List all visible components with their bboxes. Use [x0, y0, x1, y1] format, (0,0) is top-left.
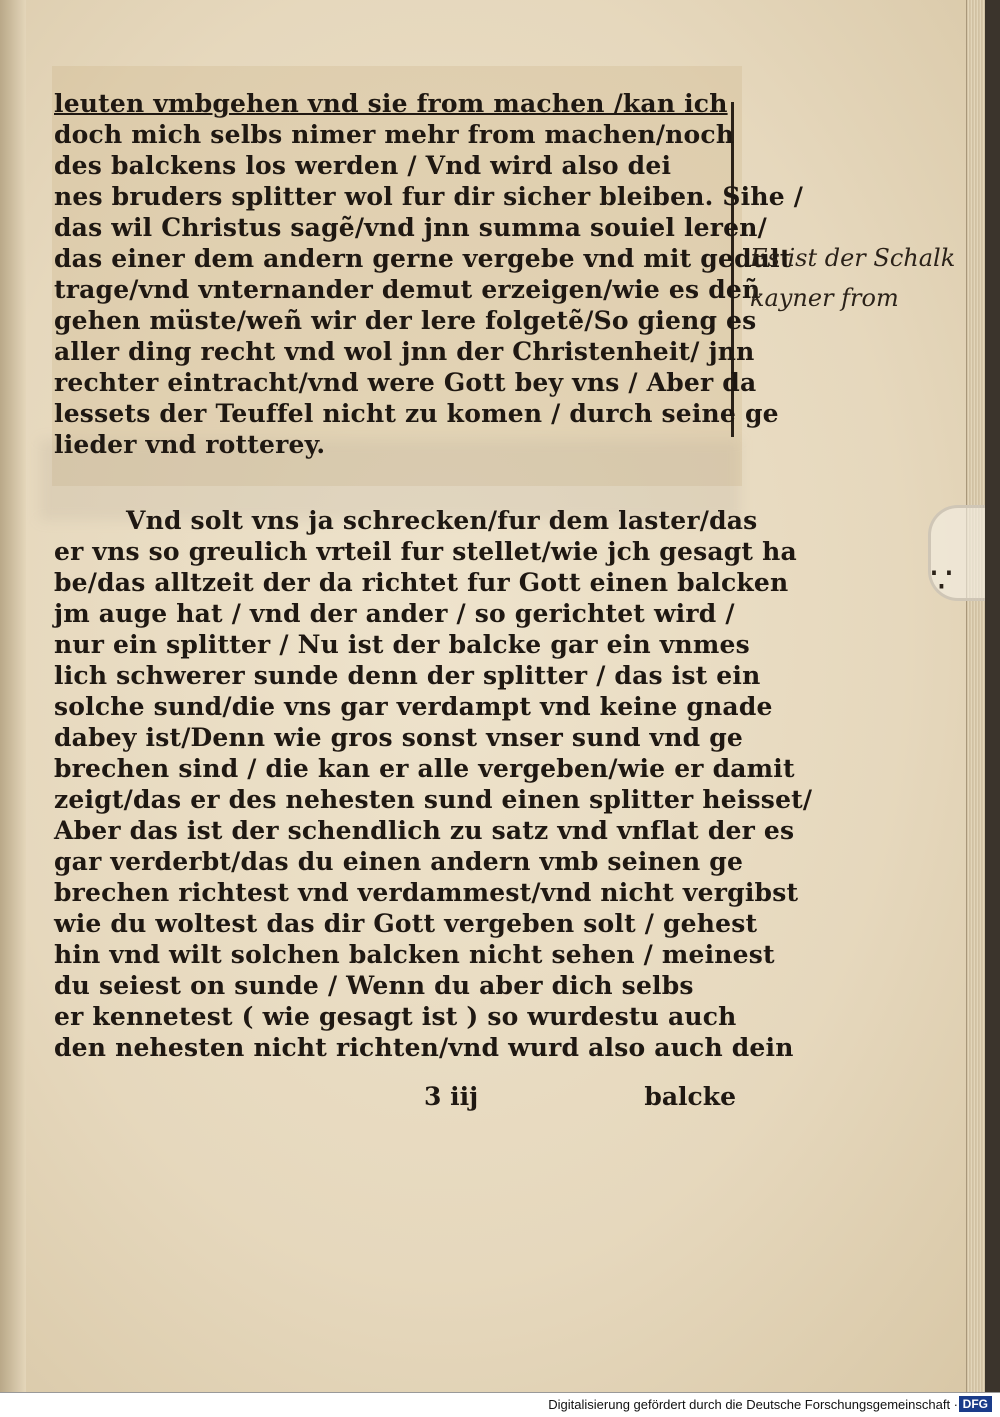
margin-note-line: Es ist der Schalk	[750, 244, 956, 272]
text-line: be/das alltzeit der da richtet fur Gott einen balcken	[54, 568, 789, 597]
text-line: gar verderbt/das du einen andern vmb seinen ge	[54, 847, 744, 876]
text-line: er vns so greulich vrteil fur stellet/wie jch gesagt ha	[54, 537, 797, 566]
pen-flourish-icon: ∵	[930, 560, 953, 601]
text-line: das wil Christus sagẽ/vnd jnn summa souiel leren/	[54, 213, 767, 242]
text-line: brechen sind / die kan er alle vergeben/wie er damit	[54, 754, 795, 783]
text-line: nes bruders splitter wol fur dir sicher bleiben. Sihe /	[54, 182, 804, 211]
catchword: balcke	[644, 1082, 736, 1111]
text-line: das einer dem andern gerne vergebe vnd mit gedult	[54, 244, 792, 273]
text-line: zeigt/das er des nehesten sund einen splitter heisset/	[54, 785, 813, 814]
text-line: gehen müste/weñ wir der lere folgetẽ/So gieng es	[54, 306, 757, 335]
text-line: aller ding recht vnd wol jnn der Christenheit/ jnn	[54, 337, 755, 366]
dfg-logo: DFG	[959, 1396, 992, 1412]
paragraph-1	[54, 88, 804, 460]
handwritten-margin-note	[750, 238, 980, 318]
text-line: solche sund/die vns gar verdampt vnd keine gnade	[54, 692, 773, 721]
text-line: lieder vnd rotterey.	[54, 430, 326, 459]
page-foot	[54, 1082, 736, 1116]
paragraph-2	[54, 505, 813, 1063]
page-gutter	[0, 0, 26, 1392]
page-edges	[966, 0, 985, 1392]
text-line: hin vnd wilt solchen balcken nicht sehen / meinest	[54, 940, 775, 969]
text-line: trage/vnd vnternander demut erzeigen/wie es deñ	[54, 275, 761, 304]
margin-note-line: kayner from	[750, 284, 899, 312]
text-line: jm auge hat / vnd der ander / so gerichtet wird /	[54, 599, 735, 628]
text-line: rechter eintracht/vnd were Gott bey vns / Aber da	[54, 368, 757, 397]
text-line: er kennetest ( wie gesagt ist ) so wurdestu auch	[54, 1002, 737, 1031]
text-line: nur ein splitter / Nu ist der balcke gar ein vnmes	[54, 630, 750, 659]
text-line: leuten vmbgehen vnd sie from machen /kan ich	[54, 89, 728, 118]
text-line: doch mich selbs nimer mehr from machen/noch	[54, 120, 735, 149]
funding-credit: Digitalisierung gefördert durch die Deutsche Forschungsgemeinschaft ·	[548, 1397, 958, 1412]
text-line: brechen richtest vnd verdammest/vnd nicht vergibst	[54, 878, 799, 907]
text-line: Vnd solt vns ja schrecken/fur dem laster/das	[126, 506, 758, 535]
text-line: wie du woltest das dir Gott vergeben solt / gehest	[54, 909, 758, 938]
text-line: lessets der Teuffel nicht zu komen / durch seine ge	[54, 399, 779, 428]
text-line: dabey ist/Denn wie gros sonst vnser sund vnd ge	[54, 723, 744, 752]
footer-bar	[0, 1392, 1000, 1417]
text-line: Aber das ist der schendlich zu satz vnd vnflat der es	[54, 816, 795, 845]
signature-mark: 3 iij	[424, 1082, 479, 1111]
text-line: lich schwerer sunde denn der splitter / das ist ein	[54, 661, 761, 690]
text-line: du seiest on sunde / Wenn du aber dich selbs	[54, 971, 694, 1000]
text-line: des balckens los werden / Vnd wird also dei	[54, 151, 672, 180]
text-line: den nehesten nicht richten/vnd wurd also auch dein	[54, 1033, 794, 1062]
